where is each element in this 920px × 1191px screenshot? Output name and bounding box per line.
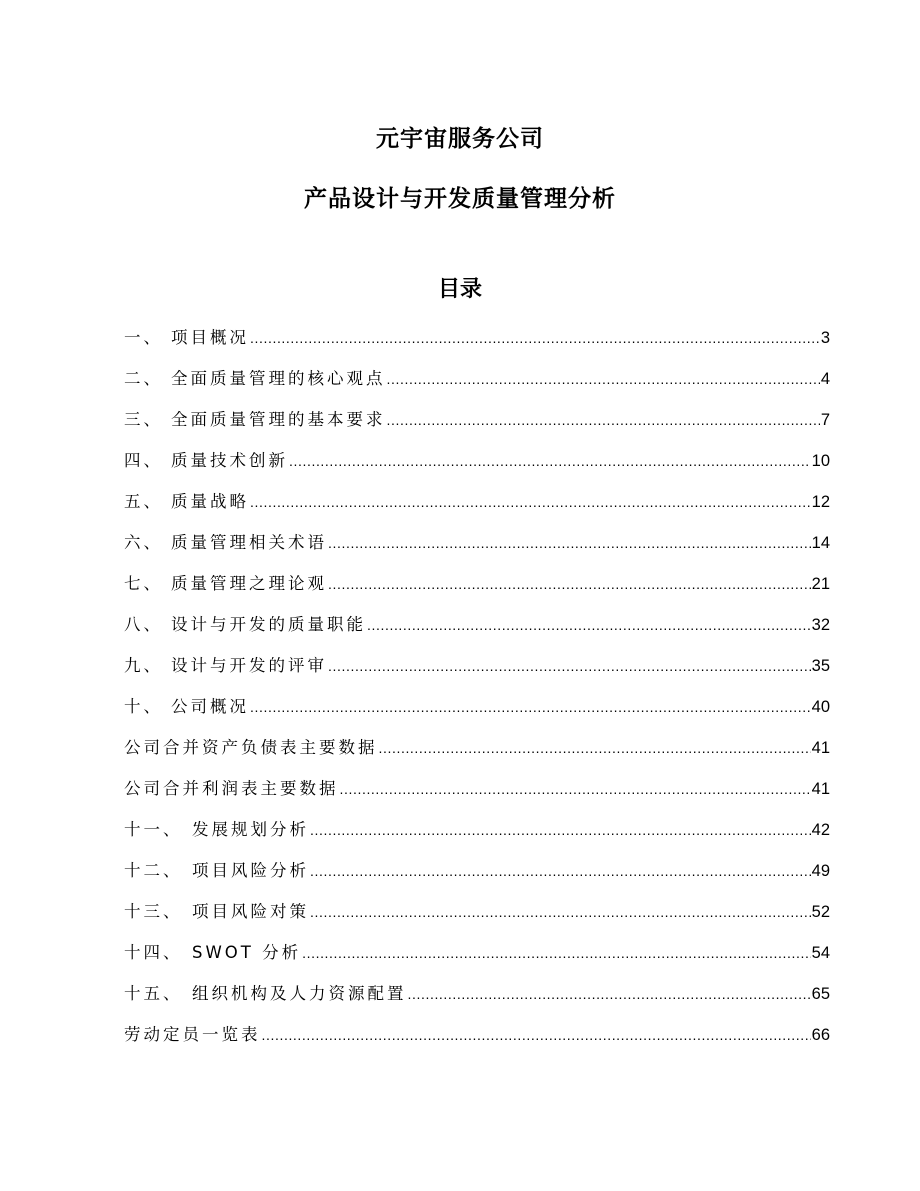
toc-entry[interactable]	[124, 775, 830, 816]
toc-entry-number: 十五、	[124, 984, 183, 1003]
toc-dot-leader	[289, 450, 811, 467]
toc-dot-leader	[328, 655, 811, 672]
toc-entry-page-number: 4	[820, 370, 830, 388]
toc-dot-leader	[328, 573, 811, 590]
toc-entry-page-number: 66	[811, 1026, 830, 1044]
toc-entry-label: 公司概况	[171, 697, 249, 716]
toc-heading: 目录	[437, 277, 482, 302]
toc-entry-page-number: 54	[811, 944, 830, 962]
toc-entry-page-number: 49	[811, 862, 830, 880]
toc-entry-number: 十三、	[124, 902, 183, 921]
toc-entry[interactable]	[124, 365, 830, 406]
toc-entry-page-number: 12	[811, 493, 830, 511]
toc-entry[interactable]	[124, 447, 830, 488]
toc-entry-page-number: 52	[811, 903, 830, 921]
toc-dot-leader	[340, 778, 811, 795]
toc-entry[interactable]	[124, 611, 830, 652]
toc-entry-page-number: 40	[811, 698, 830, 716]
toc-entry-page-number: 3	[820, 329, 830, 347]
report-title: 产品设计与开发质量管理分析	[304, 186, 616, 212]
toc-entry-page-number: 41	[811, 739, 830, 757]
toc-entry-label: 公司合并资产负债表主要数据	[124, 738, 378, 757]
toc-entry-label: 项目风险分析	[192, 861, 309, 880]
toc-entry-label: 质量战略	[171, 492, 249, 511]
toc-entry[interactable]	[124, 734, 830, 775]
toc-entry[interactable]	[124, 939, 830, 980]
toc-entry-label: 劳动定员一览表	[124, 1025, 261, 1044]
toc-entry[interactable]	[124, 1021, 830, 1062]
toc-dot-leader	[302, 942, 811, 959]
toc-entry-page-number: 32	[811, 616, 830, 634]
toc-entry-number: 十一、	[124, 820, 183, 839]
toc-entry-number: 三、	[124, 410, 163, 429]
toc-entry-label: 发展规划分析	[192, 820, 309, 839]
toc-dot-leader	[310, 860, 811, 877]
toc-entry-label: SWOT 分析	[192, 943, 302, 962]
toc-entry[interactable]	[124, 652, 830, 693]
toc-entry-label: 质量技术创新	[171, 451, 288, 470]
toc-entry-number: 七、	[124, 574, 163, 593]
toc-entry-page-number: 7	[820, 411, 830, 429]
toc-entry-label: 全面质量管理的基本要求	[171, 410, 386, 429]
toc-entry-number: 八、	[124, 615, 163, 634]
toc-entry-label: 公司合并利润表主要数据	[124, 779, 339, 798]
toc-entry[interactable]	[124, 488, 830, 529]
toc-dot-leader	[408, 983, 811, 1000]
toc-entry-page-number: 35	[811, 657, 830, 675]
toc-dot-leader	[250, 491, 811, 508]
toc-dot-leader	[262, 1024, 811, 1041]
toc-entry-label: 组织机构及人力资源配置	[192, 984, 407, 1003]
toc-entry-page-number: 21	[811, 575, 830, 593]
toc-entry-label: 质量管理之理论观	[171, 574, 327, 593]
toc-entry[interactable]	[124, 693, 830, 734]
toc-dot-leader	[328, 532, 811, 549]
toc-entry-page-number: 42	[811, 821, 830, 839]
toc-dot-leader	[387, 409, 820, 426]
toc-entry-label: 质量管理相关术语	[171, 533, 327, 552]
toc-entry-number: 五、	[124, 492, 163, 511]
toc-entry[interactable]	[124, 980, 830, 1021]
toc-entry-label: 设计与开发的评审	[171, 656, 327, 675]
toc-entry-number: 十二、	[124, 861, 183, 880]
toc-dot-leader	[310, 819, 811, 836]
toc-entry[interactable]	[124, 406, 830, 447]
toc-entry-label: 项目风险对策	[192, 902, 309, 921]
toc-dot-leader	[250, 327, 820, 344]
toc-dot-leader	[367, 614, 811, 631]
toc-entry-number: 六、	[124, 533, 163, 552]
toc-dot-leader	[310, 901, 811, 918]
toc-entry-number: 十、	[124, 697, 163, 716]
toc-entry[interactable]	[124, 570, 830, 611]
toc-entry-number: 九、	[124, 656, 163, 675]
toc-entry-number: 四、	[124, 451, 163, 470]
toc-entry-number: 二、	[124, 369, 163, 388]
toc-entry-page-number: 65	[811, 985, 830, 1003]
table-of-contents	[124, 324, 830, 1062]
toc-entry[interactable]	[124, 324, 830, 365]
toc-dot-leader	[387, 368, 820, 385]
toc-entry-number: 十四、	[124, 943, 183, 962]
toc-entry-label: 全面质量管理的核心观点	[171, 369, 386, 388]
toc-entry-number: 一、	[124, 328, 163, 347]
company-title: 元宇宙服务公司	[376, 126, 544, 152]
toc-entry[interactable]	[124, 857, 830, 898]
toc-entry-label: 设计与开发的质量职能	[171, 615, 366, 634]
toc-entry-label: 项目概况	[171, 328, 249, 347]
toc-entry-page-number: 10	[811, 452, 830, 470]
toc-entry[interactable]	[124, 816, 830, 857]
toc-entry[interactable]	[124, 529, 830, 570]
toc-entry-page-number: 41	[811, 780, 830, 798]
toc-entry-page-number: 14	[811, 534, 830, 552]
toc-entry[interactable]	[124, 898, 830, 939]
toc-dot-leader	[379, 737, 811, 754]
toc-dot-leader	[250, 696, 811, 713]
